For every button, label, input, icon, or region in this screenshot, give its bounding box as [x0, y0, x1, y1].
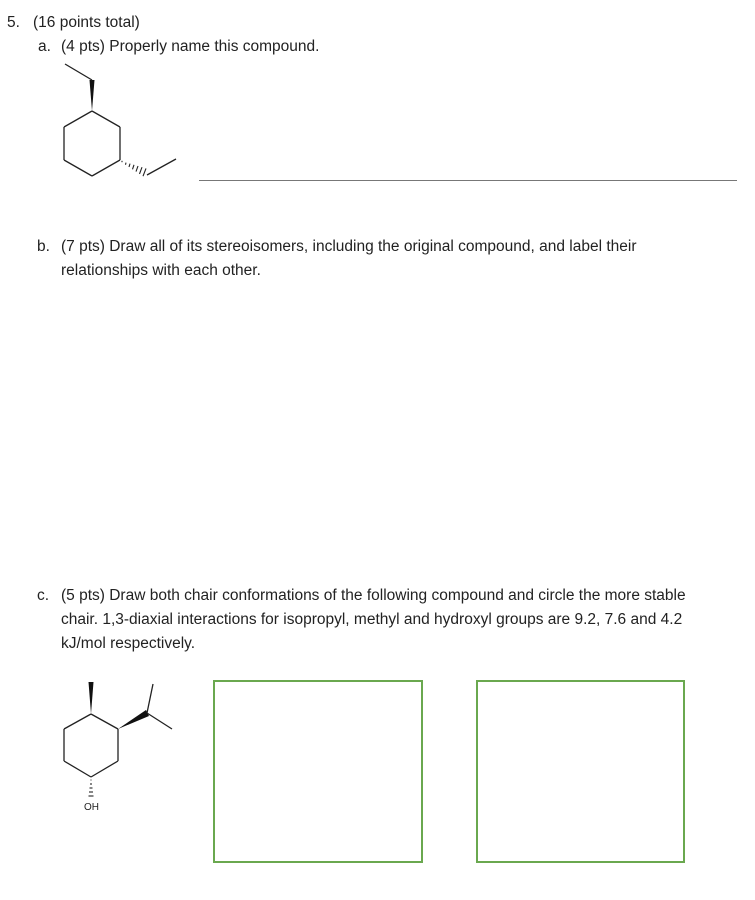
- part-c-prompt-line2: chair. 1,3-diaxial interactions for isopropyl, methyl and hydroxyl groups are 9.2, 7.6 and 4.2: [61, 611, 683, 628]
- question-number: 5.: [7, 14, 20, 31]
- ethyl-bond-right: [147, 159, 176, 175]
- isopropyl-bond-up: [147, 684, 153, 713]
- part-b-letter: b.: [37, 238, 50, 255]
- oh-hashed-bond: [89, 780, 94, 796]
- question-header: (16 points total): [33, 14, 140, 31]
- part-c-prompt-line3: kJ/mol respectively.: [61, 635, 196, 652]
- part-a-prompt: (4 pts) Properly name this compound.: [61, 38, 320, 55]
- methyl-wedge-bond: [89, 682, 94, 714]
- part-c-prompt-line1: (5 pts) Draw both chair conformations of the following compound and circle the more stable: [61, 587, 686, 604]
- chair-answer-box-1[interactable]: [213, 680, 423, 863]
- compound-a-structure: [55, 58, 185, 183]
- ring-bonds-c: [64, 714, 118, 777]
- part-a-letter: a.: [38, 38, 51, 55]
- oh-label: OH: [84, 802, 99, 813]
- ethyl-bond-top: [65, 64, 92, 80]
- part-b-prompt-line1: (7 pts) Draw all of its stereoisomers, including the original compound, and label their: [61, 238, 637, 255]
- isopropyl-bond-right: [147, 713, 172, 729]
- part-c-letter: c.: [37, 587, 50, 604]
- answer-line[interactable]: [199, 180, 737, 181]
- isopropyl-wedge-bond: [118, 710, 149, 729]
- compound-c-structure: [55, 676, 185, 816]
- hashed-bond: [122, 161, 146, 176]
- wedge-bond: [90, 80, 95, 111]
- part-b-prompt-line2: relationships with each other.: [61, 262, 261, 279]
- ring-bonds: [64, 111, 120, 176]
- chair-answer-box-2[interactable]: [476, 680, 685, 863]
